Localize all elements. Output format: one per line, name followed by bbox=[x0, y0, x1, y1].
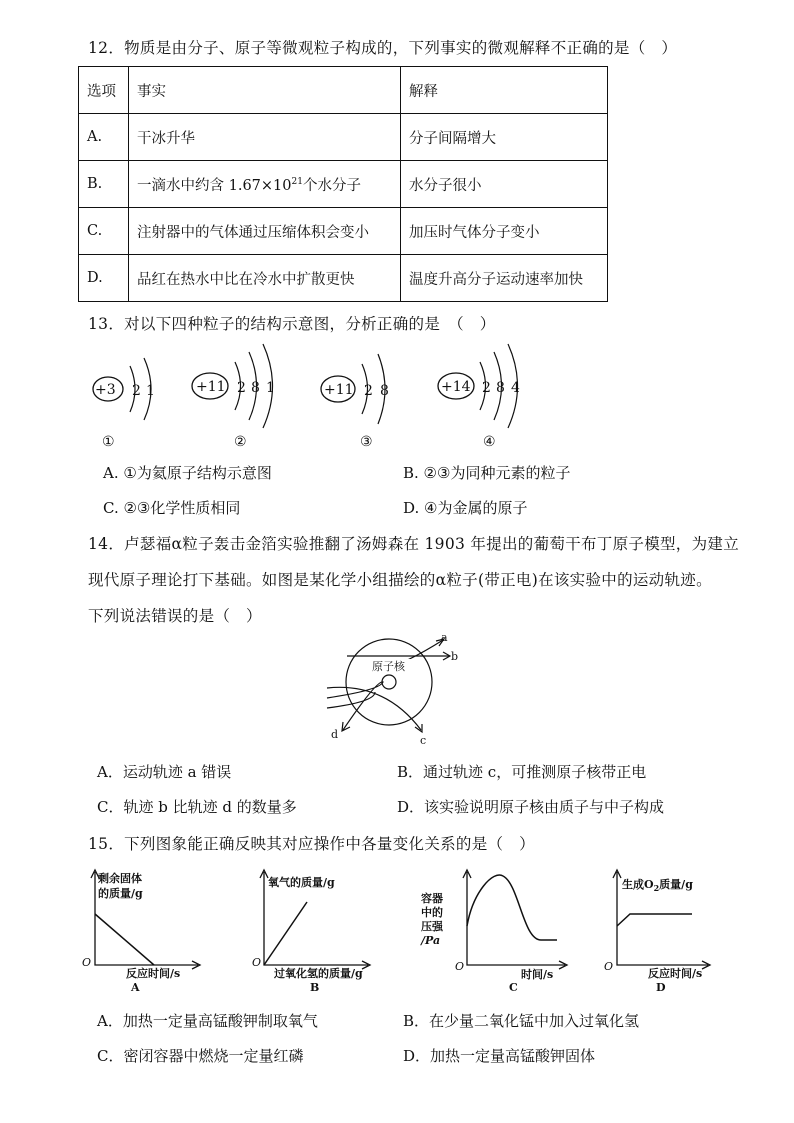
q15-option-a: A．加热一定量高锰酸钾制取氧气 bbox=[97, 1012, 318, 1030]
track-a-label: a bbox=[441, 632, 448, 644]
nucleus-charge: +14 bbox=[441, 379, 471, 395]
q15-stem: 15．下列图象能正确反映其对应操作中各量变化关系的是（ ） bbox=[88, 835, 535, 853]
q15-option-c: C．密闭容器中燃烧一定量红磷 bbox=[97, 1047, 304, 1065]
particle-diagram bbox=[192, 344, 275, 450]
q15-graph-c bbox=[415, 862, 585, 992]
q15-graph-b bbox=[250, 862, 385, 992]
nucleus-charge: +11 bbox=[324, 382, 354, 398]
row-fact: 品红在热水中比在冷水中扩散更快 bbox=[129, 255, 401, 302]
graph-letter: B bbox=[310, 981, 320, 992]
row-fact bbox=[129, 161, 401, 208]
origin-label: O bbox=[604, 960, 614, 973]
graph-letter: D bbox=[656, 981, 666, 992]
y-axis-label bbox=[622, 877, 693, 893]
track-d-label: d bbox=[331, 728, 339, 741]
track-b-label: b bbox=[451, 650, 459, 663]
row-explanation: 分子间隔增大 bbox=[401, 114, 608, 161]
table-row bbox=[79, 161, 608, 208]
nucleus-label: 原子核 bbox=[372, 660, 405, 673]
x-axis-label: 时间/s bbox=[521, 968, 554, 981]
q13-option-d: D. ④为金属的原子 bbox=[403, 499, 528, 517]
shell-electrons: 2 bbox=[132, 383, 141, 399]
particle-label: ④ bbox=[483, 434, 496, 450]
q14-stem-line2: 现代原子理论打下基础。如图是某化学小组描绘的α粒子(带正电)在该实验中的运动轨迹。 bbox=[88, 571, 712, 589]
graph-curve bbox=[95, 914, 154, 965]
row-option: A. bbox=[79, 114, 129, 161]
q14-option-d: D．该实验说明原子核由质子与中子构成 bbox=[397, 798, 665, 816]
q13-option-b: B. ②③为同种元素的粒子 bbox=[403, 464, 571, 482]
x-axis-label: 反应时间/s bbox=[648, 967, 703, 980]
q13-stem: 13．对以下四种粒子的结构示意图，分析正确的是 （ ） bbox=[88, 315, 496, 333]
shell-electrons: 8 bbox=[380, 383, 389, 399]
q15-option-d: D．加热一定量高锰酸钾固体 bbox=[403, 1047, 596, 1065]
y-axis-label: 中的 bbox=[421, 906, 443, 919]
q12-stem: 12．物质是由分子、原子等微观粒子构成的，下列事实的微观解释不正确的是（ ） bbox=[88, 39, 678, 57]
fact-text-tail: 个水分子 bbox=[302, 177, 361, 194]
y-label-tail: 质量/g bbox=[659, 878, 693, 891]
atomic-nucleus bbox=[382, 675, 396, 689]
graph-letter: A bbox=[131, 981, 140, 992]
particle-diagram bbox=[321, 354, 389, 450]
shell-electrons: 1 bbox=[266, 380, 275, 396]
row-fact: 注射器中的气体通过压缩体积会变小 bbox=[129, 208, 401, 255]
table-row bbox=[79, 208, 608, 255]
q12-table bbox=[78, 66, 608, 302]
row-explanation: 水分子很小 bbox=[401, 161, 608, 208]
particle-diagram bbox=[438, 344, 520, 450]
shell-electrons: 1 bbox=[146, 383, 155, 399]
q14-stem-line3: 下列说法错误的是（ ） bbox=[88, 607, 262, 625]
q15-graph-d bbox=[600, 862, 720, 992]
origin-label: O bbox=[252, 956, 262, 969]
graph-letter: C bbox=[509, 981, 518, 992]
x-axis-label: 过氧化氢的质量/g bbox=[274, 967, 363, 980]
row-fact: 干冰升华 bbox=[129, 114, 401, 161]
q13-particle-diagrams bbox=[80, 340, 540, 455]
graph-curve bbox=[617, 914, 692, 926]
y-axis-label: 压强 bbox=[421, 920, 443, 933]
table-row bbox=[79, 114, 608, 161]
y-label-main: 生成O bbox=[622, 878, 654, 891]
q14-option-a: A．运动轨迹 a 错误 bbox=[97, 763, 232, 781]
nucleus-charge: +11 bbox=[196, 379, 226, 395]
shell-electrons: 2 bbox=[364, 383, 373, 399]
header-explanation: 解释 bbox=[401, 67, 608, 114]
particle-diagram bbox=[93, 358, 155, 450]
header-option: 选项 bbox=[79, 67, 129, 114]
shell-electrons: 4 bbox=[511, 380, 520, 396]
fact-text: 一滴水中约含 1.67×10 bbox=[137, 177, 292, 194]
particle-label: ② bbox=[234, 434, 247, 450]
row-option: B. bbox=[79, 161, 129, 208]
atom-circle bbox=[346, 639, 432, 725]
q13-option-a: A. ①为氦原子结构示意图 bbox=[103, 464, 272, 482]
graph-curve bbox=[467, 875, 557, 940]
row-option: C. bbox=[79, 208, 129, 255]
q14-option-c: C．轨迹 b 比轨迹 d 的数量多 bbox=[97, 798, 297, 816]
origin-label: O bbox=[82, 956, 92, 969]
row-explanation: 温度升高分子运动速率加快 bbox=[401, 255, 608, 302]
q13-option-c: C. ②③化学性质相同 bbox=[103, 499, 241, 517]
track-c-label: c bbox=[420, 734, 427, 747]
shell-electrons: 8 bbox=[251, 380, 260, 396]
header-fact: 事实 bbox=[129, 67, 401, 114]
nucleus-charge: +3 bbox=[95, 382, 116, 398]
origin-label: O bbox=[455, 960, 465, 973]
q15-option-b: B．在少量二氧化锰中加入过氧化氢 bbox=[403, 1012, 640, 1030]
shell-electrons: 2 bbox=[482, 380, 491, 396]
particle-label: ① bbox=[102, 434, 115, 450]
q14-stem-line1: 14．卢瑟福α粒子轰击金箔实验推翻了汤姆森在 1903 年提出的葡萄干布丁原子模型，为建立 bbox=[88, 535, 739, 553]
graph-curve bbox=[264, 902, 307, 965]
y-label-subscript: 2 bbox=[653, 883, 660, 893]
particle-label: ③ bbox=[360, 434, 373, 450]
q14-rutherford-diagram bbox=[325, 632, 475, 752]
y-axis-label: 的质量/g bbox=[98, 887, 143, 900]
fact-exponent: 21 bbox=[291, 176, 303, 187]
table-header-row bbox=[79, 67, 608, 114]
y-axis-label: /Pa bbox=[421, 934, 441, 947]
x-axis-label: 反应时间/s bbox=[126, 967, 181, 980]
y-axis-label: 剩余固体 bbox=[98, 872, 142, 885]
table-row bbox=[79, 255, 608, 302]
shell-electrons: 2 bbox=[237, 380, 246, 396]
q14-option-b: B．通过轨迹 c，可推测原子核带正电 bbox=[397, 763, 647, 781]
shell-electrons: 8 bbox=[496, 380, 505, 396]
row-option: D. bbox=[79, 255, 129, 302]
y-axis-label: 氧气的质量/g bbox=[268, 876, 335, 889]
q15-graph-a bbox=[78, 862, 228, 992]
row-explanation: 加压时气体分子变小 bbox=[401, 208, 608, 255]
y-axis-label: 容器 bbox=[421, 892, 443, 905]
